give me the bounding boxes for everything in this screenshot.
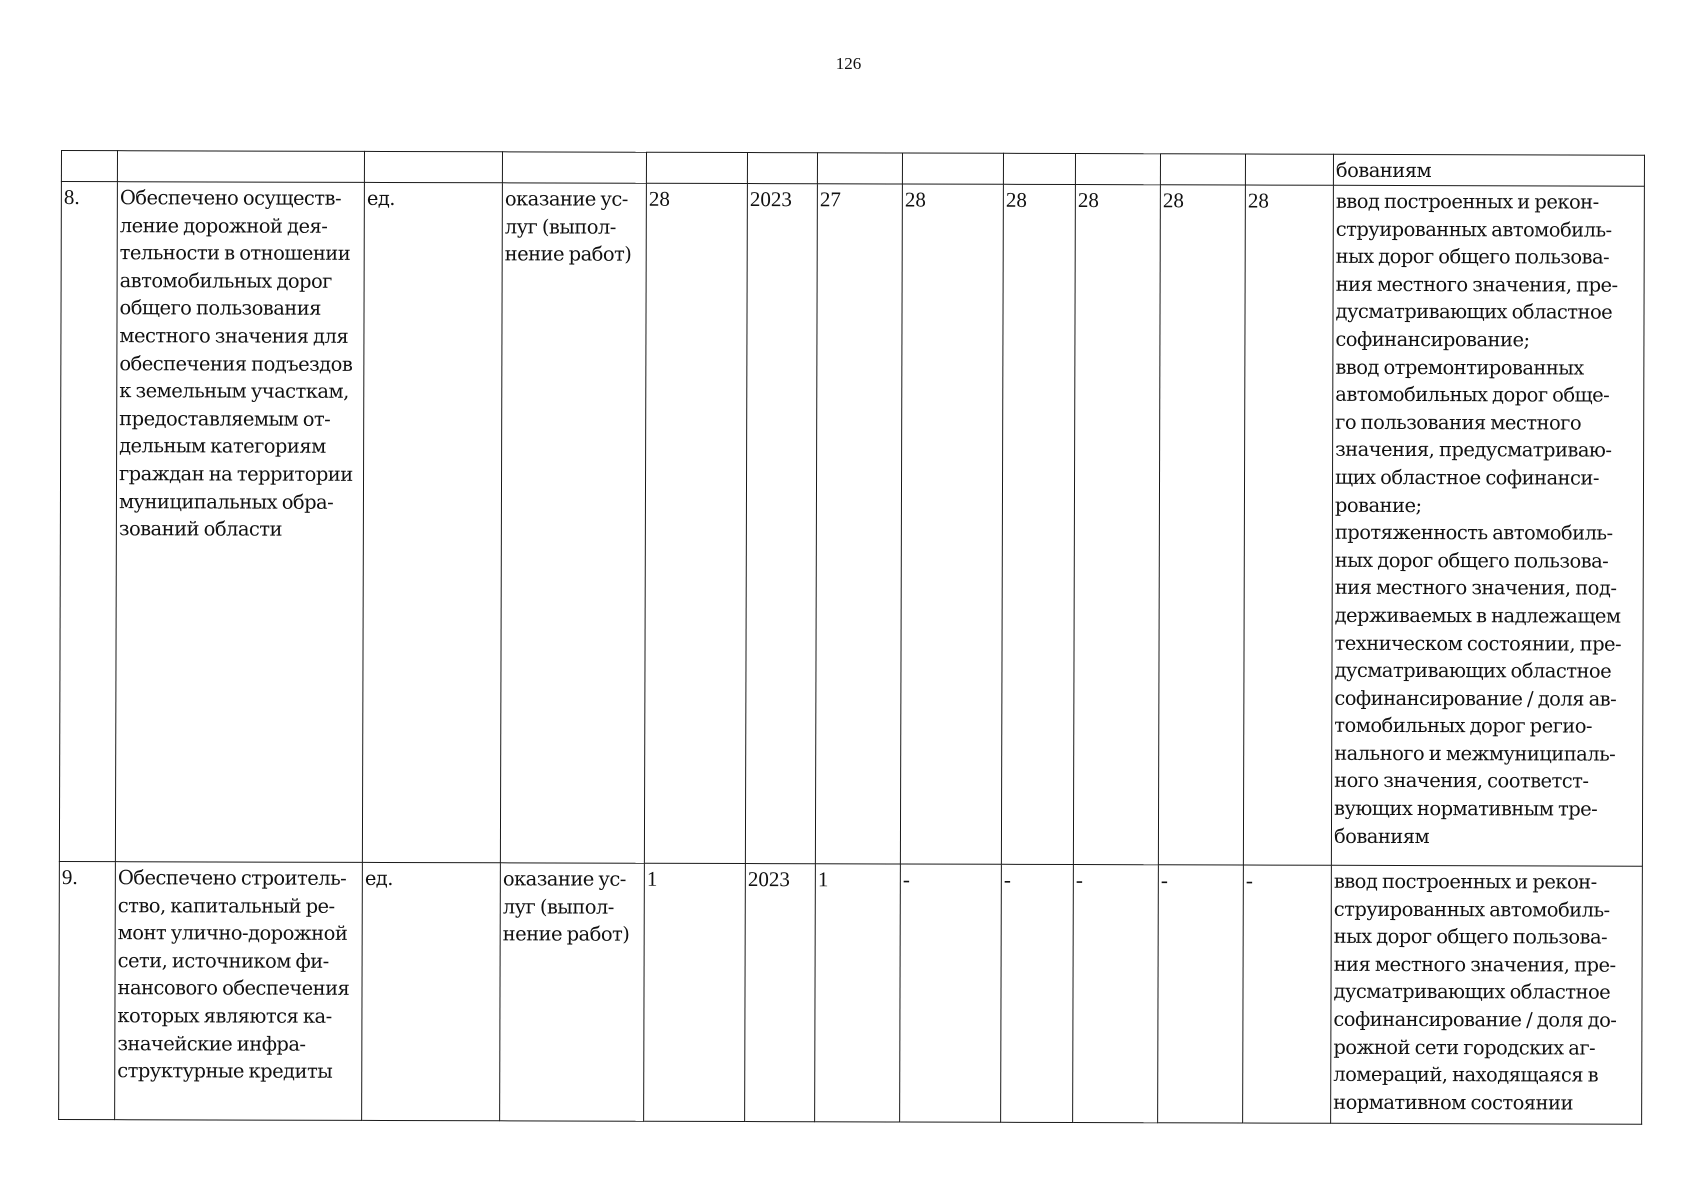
table-cell (1003, 153, 1075, 184)
value-cell: - (900, 864, 1002, 1122)
text-line: местного значения для (119, 324, 349, 348)
text-line: ных дорог общего пользова- (1334, 548, 1609, 573)
value-cell: - (1243, 865, 1332, 1123)
services-table (58, 150, 1645, 1125)
table-cell (1160, 154, 1245, 185)
text-line: ния местного значения, пре- (1333, 952, 1616, 977)
table-cell (117, 151, 364, 183)
table-row (59, 861, 1643, 1124)
text-line: значейские инфра- (117, 1031, 306, 1056)
text-line: ного значения, соответст- (1334, 769, 1589, 794)
value-cell: 28 (900, 184, 1003, 864)
text-line: дельным категориям (119, 434, 326, 459)
text-line: струированных автомобиль- (1333, 897, 1610, 922)
text-line: ввод отремонтированных (1335, 355, 1584, 380)
row-number: 8. (59, 182, 117, 862)
text-line: муниципальных обра- (118, 489, 334, 514)
text-line: щих областное софинанси- (1335, 465, 1599, 490)
service-name-cell (115, 862, 363, 1121)
base-value-cell: 1 (644, 863, 746, 1121)
table-cell (747, 153, 817, 184)
value-cell: 28 (1158, 185, 1245, 865)
text-line: к земельным участкам, (119, 379, 349, 404)
text-line: софинансирование / доля ав- (1334, 686, 1617, 711)
text-line: ввод построенных и рекон- (1333, 869, 1597, 894)
text-line: тельности в отношении (119, 241, 351, 266)
value-cell: 27 (815, 184, 902, 864)
text-line: ство, капитальный ре- (117, 893, 335, 918)
indicator-cell: бованиям (1333, 154, 1644, 186)
table-cell (61, 151, 117, 182)
text-line: зований области (118, 517, 283, 541)
value-cell: - (1073, 865, 1159, 1123)
text-line: го пользования местного (1335, 410, 1582, 435)
service-name-cell (115, 182, 364, 863)
text-line: сети, источником фи- (117, 948, 329, 973)
table-cell (1075, 154, 1160, 185)
text-line: нального и межмуниципаль- (1334, 741, 1616, 766)
text-line: томобильных дорог регио- (1334, 714, 1592, 738)
text-line: нансового обеспечения (117, 976, 350, 1001)
text-line: рожной сети городских аг- (1333, 1035, 1596, 1060)
value-cell: 1 (815, 864, 901, 1122)
text-line: структурные кредиты (117, 1059, 333, 1083)
value-cell: - (1158, 865, 1244, 1123)
text-line: Обеспечено строитель- (117, 866, 347, 890)
text-line: луг (выпол- (502, 894, 614, 919)
text-line: рование; (1334, 493, 1422, 517)
table-row (59, 182, 1644, 867)
text-line: общего пользования (119, 296, 321, 321)
text-line: граждан на территории (119, 462, 353, 486)
text-line: которых являются ка- (117, 1004, 332, 1028)
text-line: держиваемых в надлежащем (1334, 603, 1621, 628)
text-line: автомобильных дорог (119, 268, 332, 293)
page-number: 126 (835, 54, 862, 73)
text-line: автомобильных дорог обще- (1335, 382, 1610, 407)
text-line: дусматривающих областное (1333, 980, 1611, 1004)
table-cell (364, 151, 502, 182)
row-number: 9. (59, 861, 116, 1119)
text-line: ных дорог общего пользова- (1335, 244, 1610, 269)
text-line: струированных автомобиль- (1335, 217, 1612, 242)
indicator-cell (1331, 185, 1644, 866)
text-line: протяженность автомобиль- (1334, 520, 1613, 545)
text-line: луг (выпол- (504, 214, 616, 239)
text-line: дусматривающих областное (1335, 300, 1613, 324)
text-line: оказание ус- (504, 187, 628, 211)
table-cell (646, 152, 747, 183)
text-line: ломераций, находящаяся в (1333, 1062, 1599, 1087)
table-cell (1245, 154, 1333, 185)
service-type-cell (500, 863, 645, 1121)
text-line: ление дорожной дея- (119, 213, 328, 238)
text-line: ных дорог общего пользова- (1333, 924, 1608, 949)
unit-cell: ед. (362, 862, 501, 1120)
text-line: нормативном состоянии (1333, 1090, 1573, 1115)
continuation-row (61, 151, 1644, 187)
text-line: ввод построенных и рекон- (1335, 189, 1599, 214)
text-line: оказание ус- (502, 867, 626, 891)
table-cell (502, 152, 646, 183)
text-line: обеспечения подъездов (119, 351, 353, 376)
text-line: техническом состоянии, пре- (1334, 631, 1622, 656)
table-cell (817, 153, 902, 184)
text-line: ния местного значения, под- (1334, 576, 1617, 600)
text-line: дусматривающих областное (1334, 658, 1612, 683)
text-line: предоставляемым от- (119, 406, 331, 431)
base-year-cell: 2023 (745, 184, 817, 864)
text-line: бованиям (1333, 824, 1430, 848)
base-year-cell: 2023 (745, 864, 816, 1122)
text-line: Обеспечено осуществ- (119, 186, 342, 210)
indicator-cell (1331, 865, 1643, 1124)
table-cell (902, 153, 1003, 184)
value-cell: 28 (1073, 185, 1160, 865)
text-line: софинансирование; (1335, 327, 1530, 352)
base-value-cell: 28 (644, 183, 747, 863)
text-line: нение работ) (504, 242, 632, 266)
text-line: монт улично-дорожной (117, 921, 348, 946)
text-line: нение работ) (502, 922, 630, 946)
unit-cell: ед. (362, 182, 502, 862)
text-line: вующих нормативным тре- (1334, 796, 1598, 821)
text-line: значения, предусматриваю- (1335, 438, 1612, 462)
value-cell: 28 (1001, 184, 1075, 864)
service-type-cell (500, 183, 646, 863)
text-line: ния местного значения, пре- (1335, 272, 1618, 297)
value-cell: 28 (1243, 185, 1333, 865)
text-line: софинансирование / доля до- (1333, 1007, 1617, 1032)
value-cell: - (1001, 864, 1074, 1122)
